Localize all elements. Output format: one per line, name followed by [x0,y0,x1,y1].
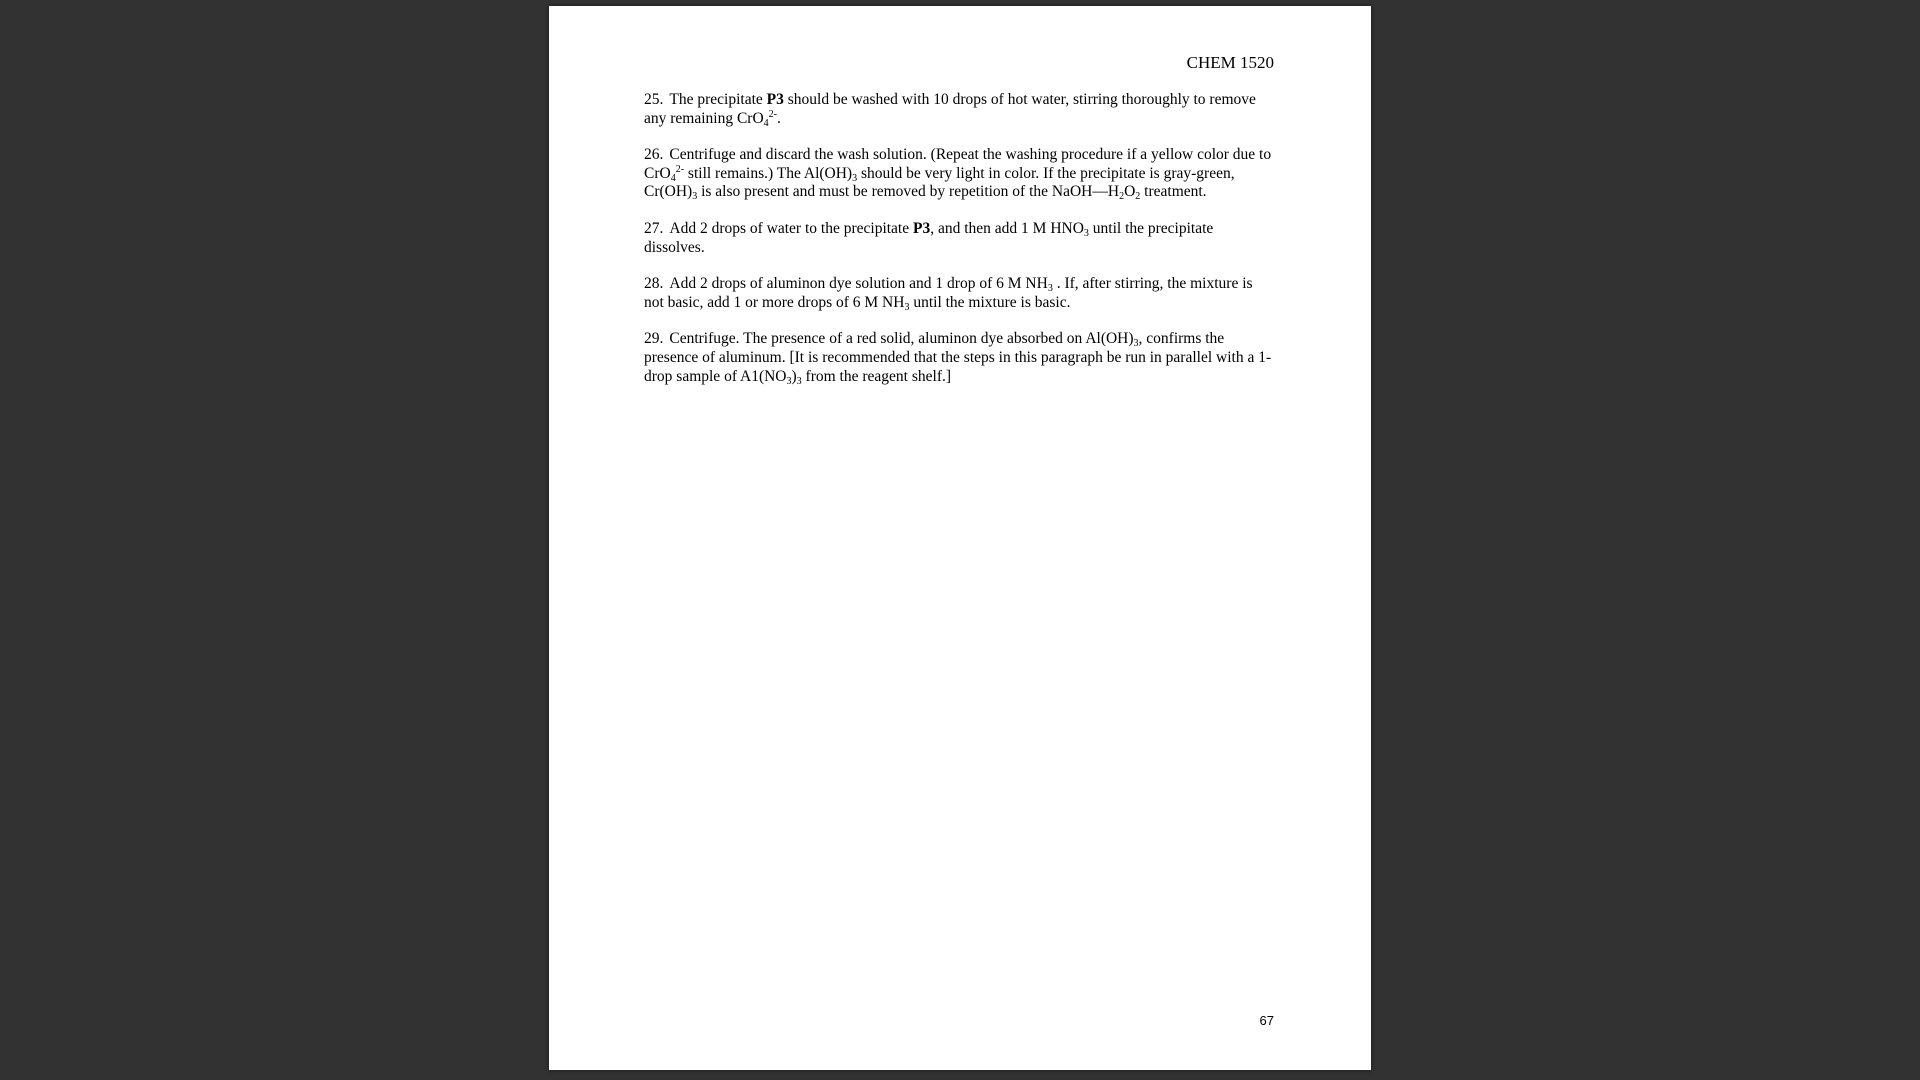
step-text-segment: 3 [1083,227,1089,239]
step-text-segment: should be washed with 10 drops of hot water, stirring thoroughly to remove any remaining CrO [644,91,1256,127]
step-text-segment: . If, after stirring, the mixture is not basic, add 1 or more drops of 6 M NH [644,275,1253,311]
step-paragraph [644,275,1276,312]
step-text-segment: Centrifuge and discard the wash solution. (Repeat the washing procedure if a yellow color due to CrO [644,146,1272,182]
step-text-segment: 2- [768,108,778,120]
step-text-segment: treatment. [1140,183,1207,201]
step-text-segment: 3 [786,375,792,387]
step-text-segment: 2- [675,163,685,175]
step-text-segment: Add 2 drops of water to the precipitate [669,219,913,237]
step-text-segment: 4 [763,117,769,129]
step-text-segment: P3 [766,91,784,108]
step-text-segment: from the reagent shelf.] [801,367,952,385]
step-text-segment: 3 [852,172,858,184]
step-number: 27. [644,219,664,237]
step-text-segment: 4 [670,172,676,184]
step-paragraph [644,220,1276,257]
step-text-segment: 3 [692,191,698,203]
step-number: 25. [644,91,664,108]
step-text-segment: O [1124,183,1136,201]
step-text-segment: . [777,109,781,127]
step-text-segment: is also present and must be removed by repetition of the NaOH—H [697,183,1120,201]
step-text-segment: 3 [1047,283,1053,295]
page-header: CHEM 1520 [1186,53,1274,72]
step-paragraph [644,330,1276,386]
step-text-segment: 3 [904,301,910,313]
step-text-segment: 3 [796,375,802,387]
step-number: 29. [644,330,664,348]
step-text-segment: Centrifuge. The presence of a red solid, aluminon dye absorbed on Al(OH) [669,330,1134,348]
step-text-segment: P3 [913,219,931,237]
step-text-segment: 2 [1135,191,1141,203]
page-number: 67 [1259,1013,1274,1028]
page-content [644,91,1276,404]
step-text-segment: 2 [1119,191,1125,203]
step-text-segment: until the mixture is basic. [909,293,1071,311]
step-text-segment: 3 [1133,338,1139,350]
step-paragraph [644,91,1276,128]
step-text-segment: should be very light in color. If the precipitate is gray-green, Cr(OH) [644,164,1235,201]
step-text-segment: ) [791,367,797,385]
step-text-segment: until the precipitate dissolves. [644,219,1214,256]
step-text-segment: , confirms the presence of aluminum. [It is recommended that the steps in this paragraph be run in parallel with a 1-drop sample of A1(NO [644,330,1272,385]
step-paragraph [644,146,1276,202]
document-page [549,6,1371,1070]
step-number: 28. [644,275,664,293]
step-text-segment: The precipitate [669,91,767,108]
step-text-segment: still remains.) The Al(OH) [684,164,853,182]
step-text-segment: , and then add 1 M HNO [930,219,1084,237]
step-text-segment: Add 2 drops of aluminon dye solution and 1 drop of 6 M NH [669,275,1048,293]
step-number: 26. [644,146,664,164]
